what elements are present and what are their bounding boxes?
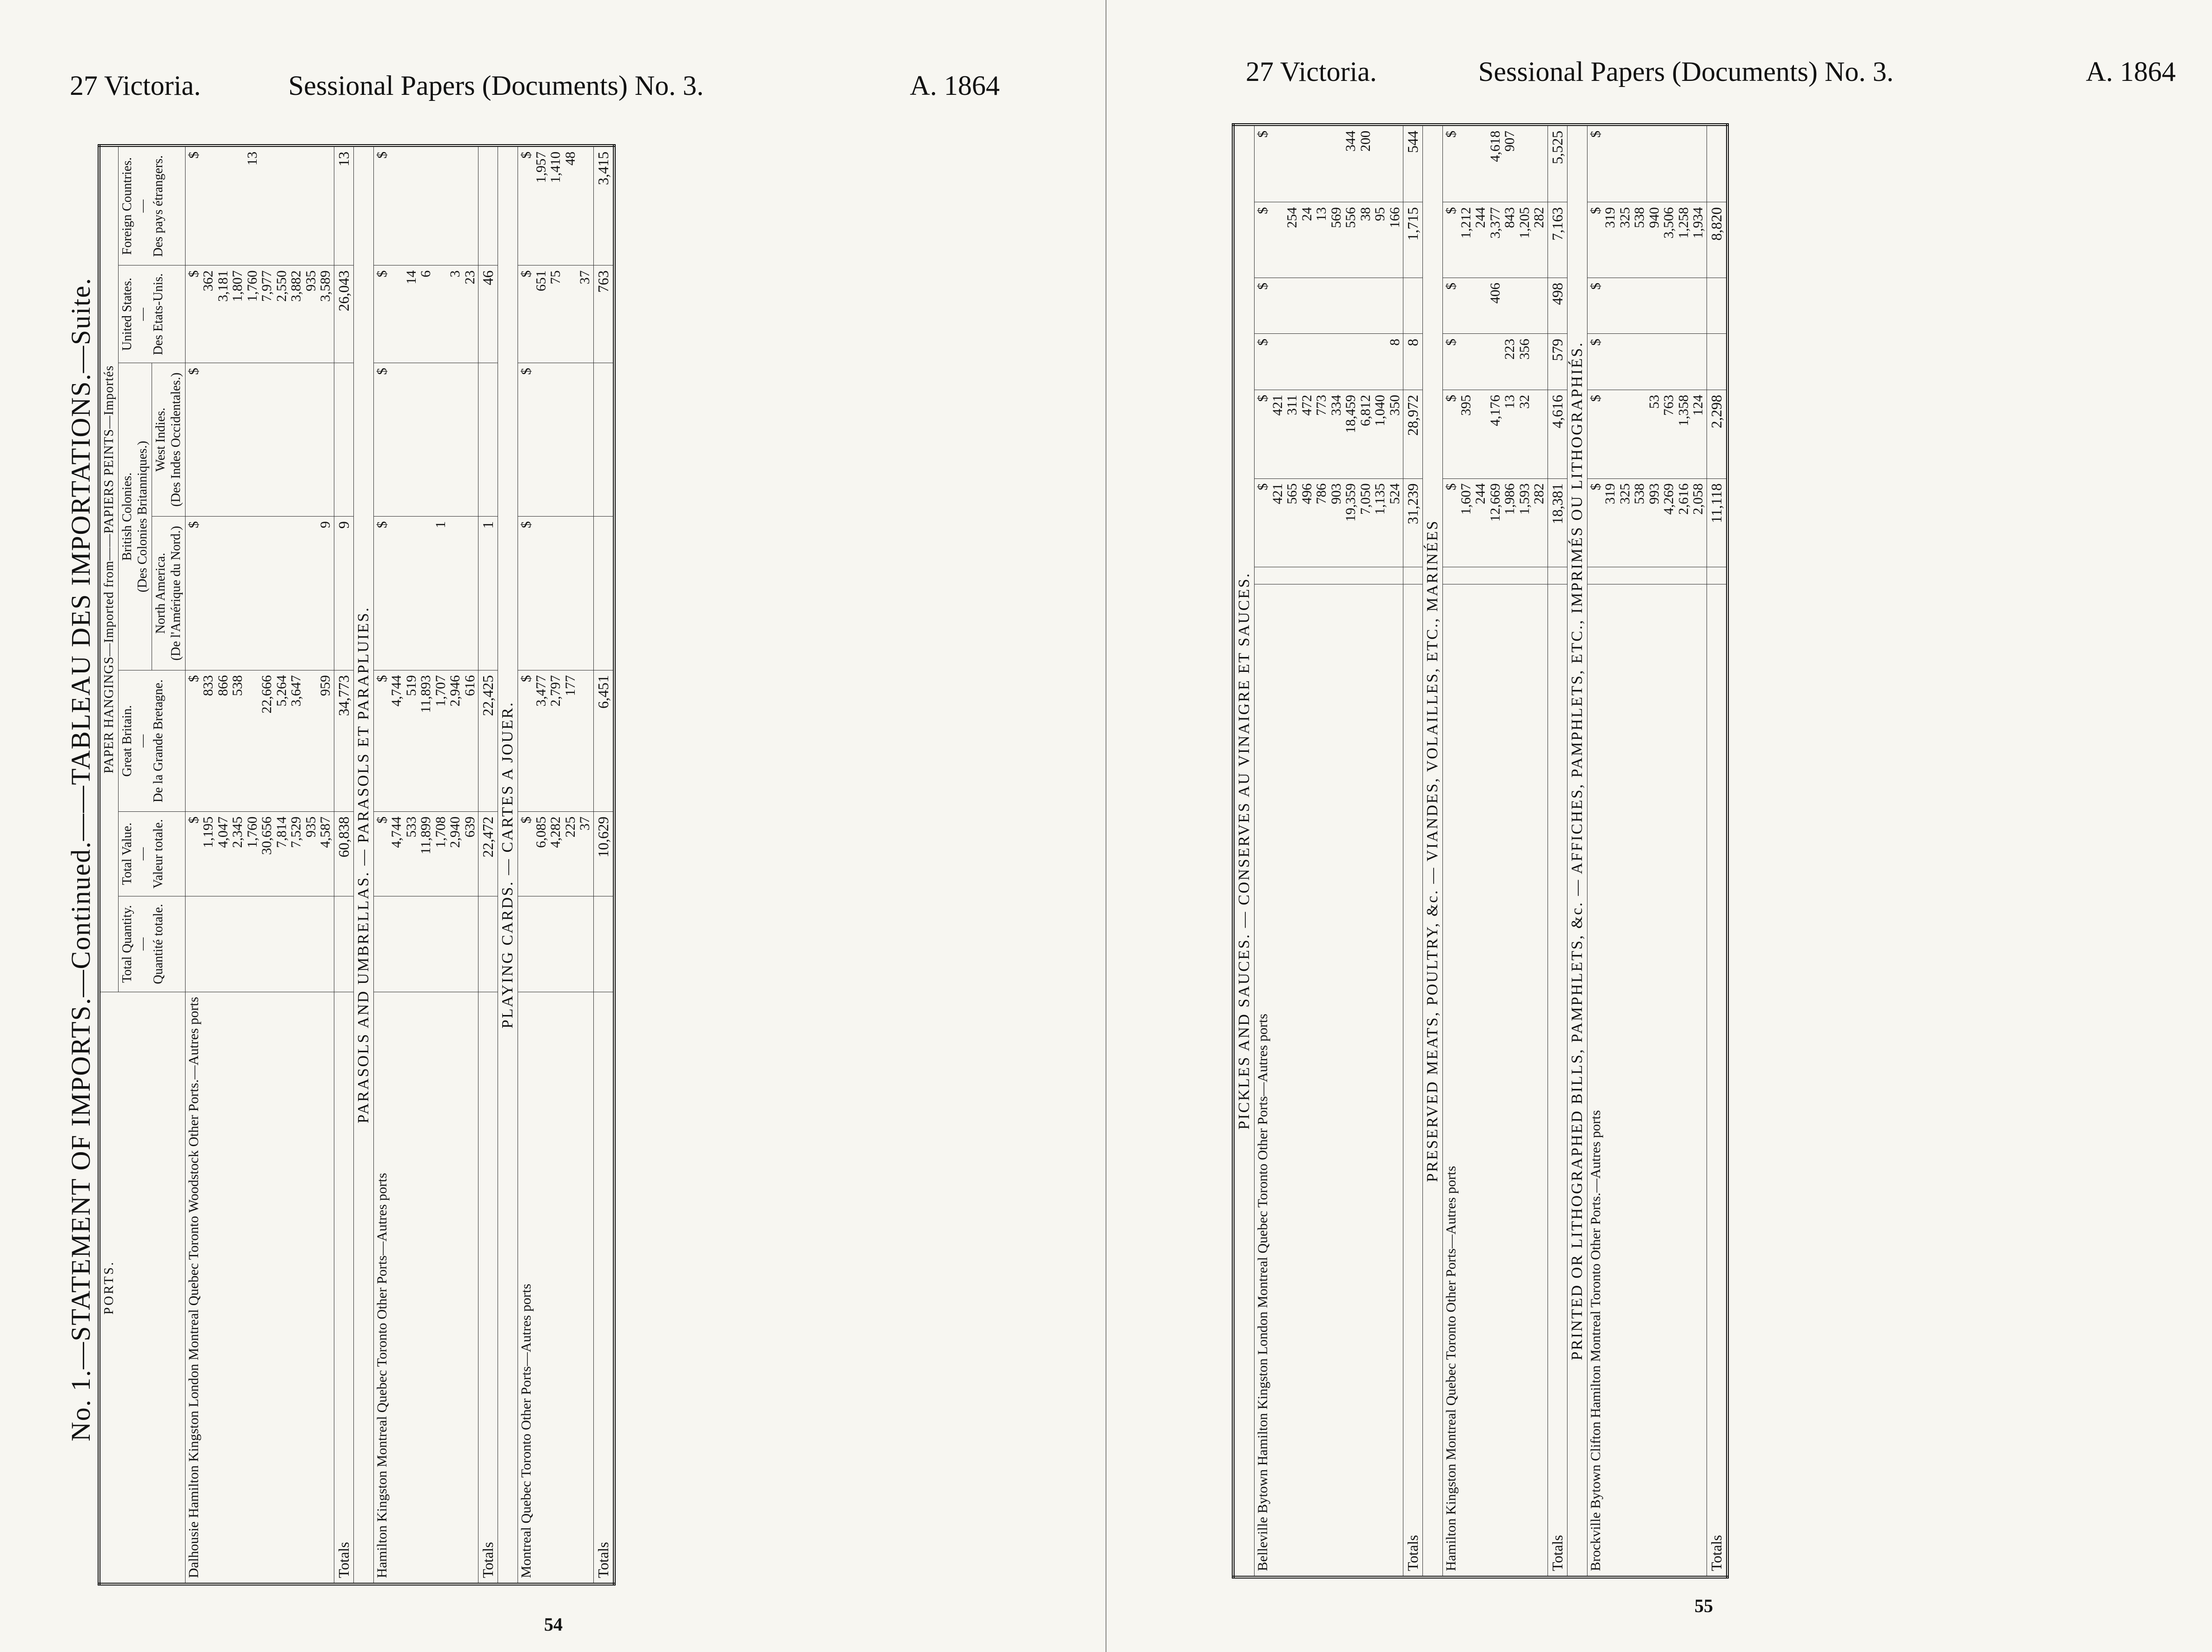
united-states-values: $ 14 6 3 23: [373, 265, 478, 363]
rotated-table-right: [1232, 123, 2129, 1579]
great-britain-values: $ 833 866 538 22,666 5,264 3,647 959: [185, 670, 334, 812]
totals-value: 31,239: [1403, 478, 1423, 567]
section-heading: [1423, 125, 1443, 1577]
totals-foreign: 5,525: [1548, 125, 1567, 202]
totals-label: Totals: [334, 992, 353, 1584]
totals-gb: 28,972: [1403, 390, 1423, 478]
foreign-values: $: [1587, 125, 1707, 202]
foreign-values: $ 4,618 907: [1443, 125, 1548, 202]
totals-na: 8: [1403, 334, 1423, 390]
foreign-values: $ 13: [185, 146, 334, 265]
foreign-values: $: [373, 146, 478, 265]
totals-foreign: 544: [1403, 125, 1423, 202]
west-indies-values: $: [185, 363, 334, 517]
totals-row: [1707, 125, 1727, 1577]
north-america-values: $: [518, 516, 594, 670]
total-value-values: $ 6,085 4,282 225 37: [518, 812, 594, 896]
col-british-colonies: British Colonies. (Des Colonies Britanniques.): [118, 363, 152, 670]
section-heading: [1233, 125, 1255, 1577]
totals-label: Totals: [1403, 584, 1423, 1577]
total-value-values: $ 4,744 533 11,899 1,708 2,940 639: [373, 812, 478, 896]
section-title-parasols: PARASOLS AND UMBRELLAS. — PARASOLS ET PARAPLUIES.: [353, 146, 373, 1584]
great-britain-values: $ 3,477 2,797 177: [518, 670, 594, 812]
running-head-year: A. 1864: [910, 70, 1000, 101]
totals-us: 46: [478, 265, 498, 363]
west-indies-values: $: [518, 363, 594, 517]
running-head: [1246, 56, 2176, 93]
col-total-quantity: Total Quantity. — Quantité totale.: [118, 896, 185, 992]
port-list: Dalhousie Hamilton Kingston London Montreal Quebec Toronto Woodstock Other Ports.—Autres ports: [185, 992, 334, 1584]
totals-gb: 2,298: [1707, 390, 1727, 478]
running-head-session: 27 Victoria.: [1246, 56, 1377, 87]
totals-foreign: 13: [334, 146, 353, 265]
section-title-playing-cards: PLAYING CARDS. — CARTES A JOUER.: [498, 146, 518, 1584]
totals-value: 60,838: [334, 812, 353, 896]
running-head-year: A. 1864: [2086, 56, 2176, 87]
running-head-document: Sessional Papers (Documents) No. 3.: [288, 70, 704, 101]
united-states-values: $ 651 75 37: [518, 265, 594, 363]
totals-na: [1707, 334, 1727, 390]
section-heading: [1567, 125, 1587, 1577]
totals-value: 22,472: [478, 812, 498, 896]
north-america-values: $ 9: [185, 516, 334, 670]
totals-wi: [334, 363, 353, 517]
imports-table-left: [98, 144, 616, 1586]
quantity-values: [1587, 567, 1707, 584]
totals-label: Totals: [1548, 584, 1567, 1577]
col-total-value: Total Value. — Valeur totale.: [118, 812, 185, 896]
totals-wi: [478, 363, 498, 517]
totals-row: [334, 146, 353, 1584]
section-heading: [353, 146, 373, 1584]
totals-gb: 34,773: [334, 670, 353, 812]
totals-gb: 4,616: [1548, 390, 1567, 478]
north-america-values: $ 1: [373, 516, 478, 670]
col-great-britain: Great Britain. — De la Grande Bretagne.: [118, 670, 185, 812]
totals-us: 7,163: [1548, 202, 1567, 278]
totals-wi: [593, 363, 614, 517]
imports-table-right: [1232, 123, 1729, 1579]
totals-quantity: [478, 896, 498, 992]
west-indies-values: $: [1587, 278, 1707, 334]
totals-row: [593, 146, 614, 1584]
totals-us: 1,715: [1403, 202, 1423, 278]
totals-quantity: [1548, 567, 1567, 584]
totals-na: 1: [478, 516, 498, 670]
quantity-values: [1255, 567, 1403, 584]
totals-row: [1548, 125, 1567, 1577]
great-britain-values: $ 395 4,176 13 32: [1443, 390, 1548, 478]
section-title-preserved-meats: PRESERVED MEATS, POULTRY, &c. — VIANDES, VOLAILLES, ETC., MARINÉES: [1423, 125, 1443, 1577]
rotated-table-left: [98, 144, 972, 1586]
totals-value: 11,118: [1707, 478, 1727, 567]
totals-gb: 22,425: [478, 670, 498, 812]
totals-quantity: [1707, 567, 1727, 584]
col-west-indies: West Indies. (Des Indes Occidentales.): [152, 363, 185, 517]
port-list: Hamilton Kingston Montreal Quebec Toronto Other Ports—Autres ports: [373, 992, 478, 1584]
col-group-title: PAPER HANGINGS—Imported from——PAPIERS PEINTS—Importés: [99, 146, 118, 992]
united-states-values: $ 1,212 244 3,377 843 1,205 282: [1443, 202, 1548, 278]
totals-quantity: [334, 896, 353, 992]
page-number-left: 54: [544, 1614, 563, 1635]
totals-value: 18,381: [1548, 478, 1567, 567]
running-head: [70, 70, 1000, 107]
west-indies-values: $: [1255, 278, 1403, 334]
quantity-values: [1443, 567, 1548, 584]
totals-quantity: [1403, 567, 1423, 584]
totals-na: [593, 516, 614, 670]
section-parasols-rows: [373, 146, 478, 1584]
totals-wi: [1707, 278, 1727, 334]
great-britain-values: $ 4,744 519 11,893 1,707 2,946 616: [373, 670, 478, 812]
totals-us: 763: [593, 265, 614, 363]
great-britain-values: $ 53 763 1,358 124: [1587, 390, 1707, 478]
totals-label: Totals: [593, 992, 614, 1584]
total-value-values: $ 319 325 538 993 4,269 2,616 2,058: [1587, 478, 1707, 567]
section-paper-hangings-rows: [185, 146, 334, 1584]
totals-wi: 498: [1548, 278, 1567, 334]
total-value-values: $ 421 565 496 786 903 19,359 7,050 1,135 524: [1255, 478, 1403, 567]
section-playing-cards-rows: [518, 146, 594, 1584]
totals-na: 9: [334, 516, 353, 670]
port-list: Brockville Bytown Clifton Hamilton Montreal Toronto Other Ports.—Autres ports: [1587, 584, 1707, 1577]
totals-gb: 6,451: [593, 670, 614, 812]
united-states-values: $ 254 24 13 569 556 38 95 166: [1255, 202, 1403, 278]
col-foreign: Foreign Countries. — Des pays étrangers.: [118, 146, 185, 265]
totals-label: Totals: [478, 992, 498, 1584]
quantity-values: [373, 896, 478, 992]
united-states-values: $ 319 325 538 940 3,506 1,258 1,934: [1587, 202, 1707, 278]
totals-foreign: [1707, 125, 1727, 202]
port-list: Belleville Bytown Hamilton Kingston London Montreal Quebec Toronto Other Ports—Autres ports: [1255, 584, 1403, 1577]
section-preserved-meats-rows: [1443, 125, 1548, 1577]
quantity-values: [518, 896, 594, 992]
totals-quantity: [593, 896, 614, 992]
port-list: Montreal Quebec Toronto Other Ports—Autres ports: [518, 992, 594, 1584]
section-printed-bills-rows: [1587, 125, 1707, 1577]
totals-row: [478, 146, 498, 1584]
north-america-values: $ 8: [1255, 334, 1403, 390]
section-heading: [498, 146, 518, 1584]
north-america-values: $ 223 356: [1443, 334, 1548, 390]
col-united-states: United States. — Des Etats-Unis.: [118, 265, 185, 363]
west-indies-values: $: [373, 363, 478, 517]
totals-foreign: 3,415: [593, 146, 614, 265]
section-title-printed-bills: PRINTED OR LITHOGRAPHED BILLS, PAMPHLETS, &c. — AFFICHES, PAMPHLETS, ETC., IMPRIMÉS OU LITHOGRAPHIÉS.: [1567, 125, 1587, 1577]
totals-us: 8,820: [1707, 202, 1727, 278]
section-pickles-rows: [1255, 125, 1403, 1577]
totals-value: 10,629: [593, 812, 614, 896]
north-america-values: $: [1587, 334, 1707, 390]
col-ports: PORTS.: [99, 992, 185, 1584]
total-value-values: $ 1,195 4,047 2,345 1,760 30,656 7,814 7,529 935 4,587: [185, 812, 334, 896]
west-indies-values: $ 406: [1443, 278, 1548, 334]
great-britain-values: $ 421 311 472 773 334 18,459 6,812 1,040 350: [1255, 390, 1403, 478]
right-page: [1106, 0, 2212, 1652]
quantity-values: [185, 896, 334, 992]
totals-label: Totals: [1707, 584, 1727, 1577]
running-head-session: 27 Victoria.: [70, 70, 201, 101]
section-title-pickles: PICKLES AND SAUCES. — CONSERVES AU VINAIGRE ET SAUCES.: [1233, 125, 1255, 1577]
port-list: Hamilton Kingston Montreal Quebec Toronto Other Ports—Autres ports: [1443, 584, 1548, 1577]
page-number-right: 55: [1694, 1595, 1713, 1616]
total-value-values: $ 1,607 244 12,669 1,986 1,593 282: [1443, 478, 1548, 567]
united-states-values: $ 362 3,181 1,807 1,760 7,977 2,550 3,882 935 3,589: [185, 265, 334, 363]
totals-us: 26,043: [334, 265, 353, 363]
running-head-document: Sessional Papers (Documents) No. 3.: [1478, 56, 1894, 87]
totals-row: [1403, 125, 1423, 1577]
foreign-values: $ 1,957 1,410 48: [518, 146, 594, 265]
table-title: No. 1.—STATEMENT OF IMPORTS.—Continued.——TABLEAU DES IMPORTATIONS.—Suite.: [66, 277, 96, 1441]
foreign-values: $ 344 200: [1255, 125, 1403, 202]
col-north-america: North America. (De l'Amérique du Nord.): [152, 516, 185, 670]
totals-na: 579: [1548, 334, 1567, 390]
totals-foreign: [478, 146, 498, 265]
totals-wi: [1403, 278, 1423, 334]
